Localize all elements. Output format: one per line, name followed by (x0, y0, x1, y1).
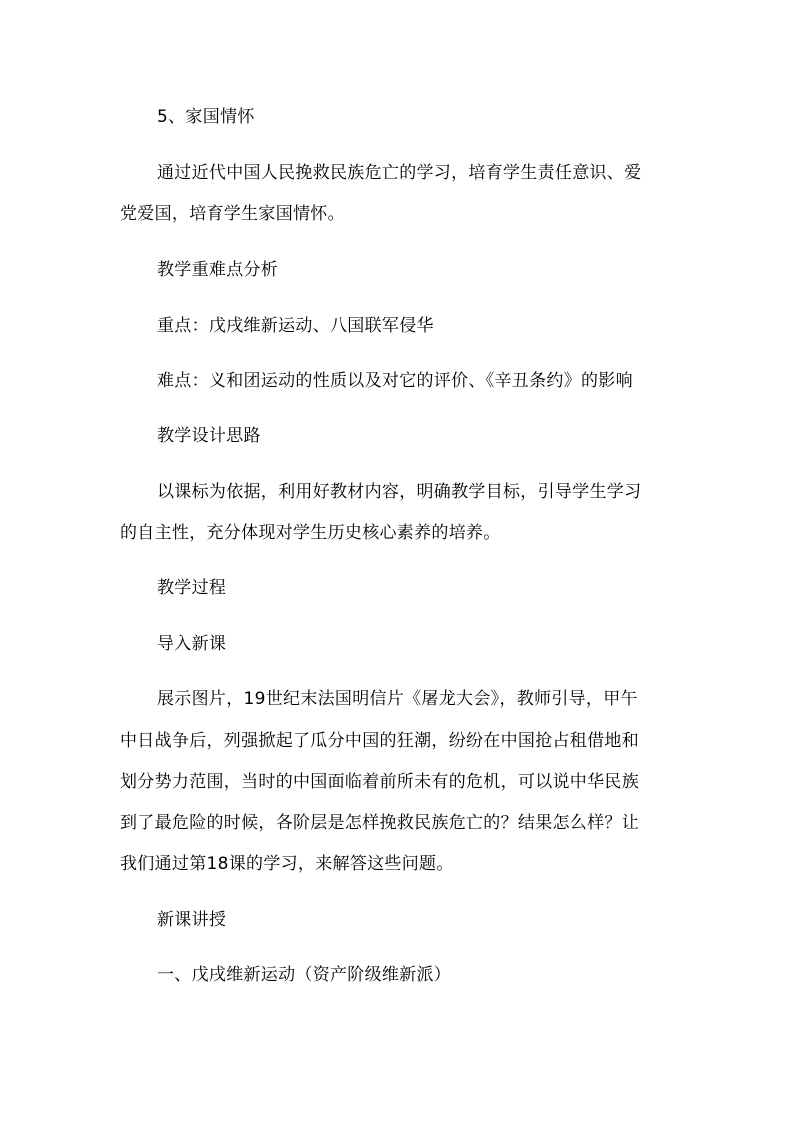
section-heading-family-country: 5、家国情怀 (157, 107, 255, 127)
key-point-line: 重点：戊戌维新运动、八国联军侵华 (157, 316, 434, 336)
section-heading-process: 教学过程 (157, 578, 227, 598)
section-heading-new-lesson: 新课讲授 (157, 910, 227, 930)
paragraph-line: 划分势力范围，当时的中国面临着前所未有的危机，可以说中华民族 (120, 772, 639, 792)
paragraph-line: 展示图片，19世纪末法国明信片《屠龙大会》，教师引导，甲午 (157, 689, 638, 709)
paragraph-line: 中日战争后，列强掀起了瓜分中国的狂潮，纷纷在中国抢占租借地和 (120, 731, 639, 751)
paragraph-line: 党爱国，培育学生家国情怀。 (120, 204, 345, 224)
difficult-point-line: 难点：义和团运动的性质以及对它的评价、《辛丑条约》的影响 (157, 371, 633, 391)
paragraph-line: 的自主性，充分体现对学生历史核心素养的培养。 (120, 523, 501, 543)
section-heading-intro: 导入新课 (157, 634, 227, 654)
paragraph-line: 到了最危险的时候，各阶层是怎样挽救民族危亡的？结果怎么样？让 (120, 813, 639, 833)
section-heading-design: 教学设计思路 (157, 426, 261, 446)
paragraph-line: 以课标为依据，利用好教材内容，明确教学目标，引导学生学习 (157, 482, 642, 502)
paragraph-line: 通过近代中国人民挽救民族危亡的学习，培育学生责任意识、爱 (157, 163, 642, 183)
section-heading-key-points: 教学重难点分析 (157, 260, 279, 280)
paragraph-line: 我们通过第18课的学习，来解答这些问题。 (120, 854, 454, 874)
section-heading-reform: 一、戊戌维新运动（资产阶级维新派） (157, 965, 452, 985)
